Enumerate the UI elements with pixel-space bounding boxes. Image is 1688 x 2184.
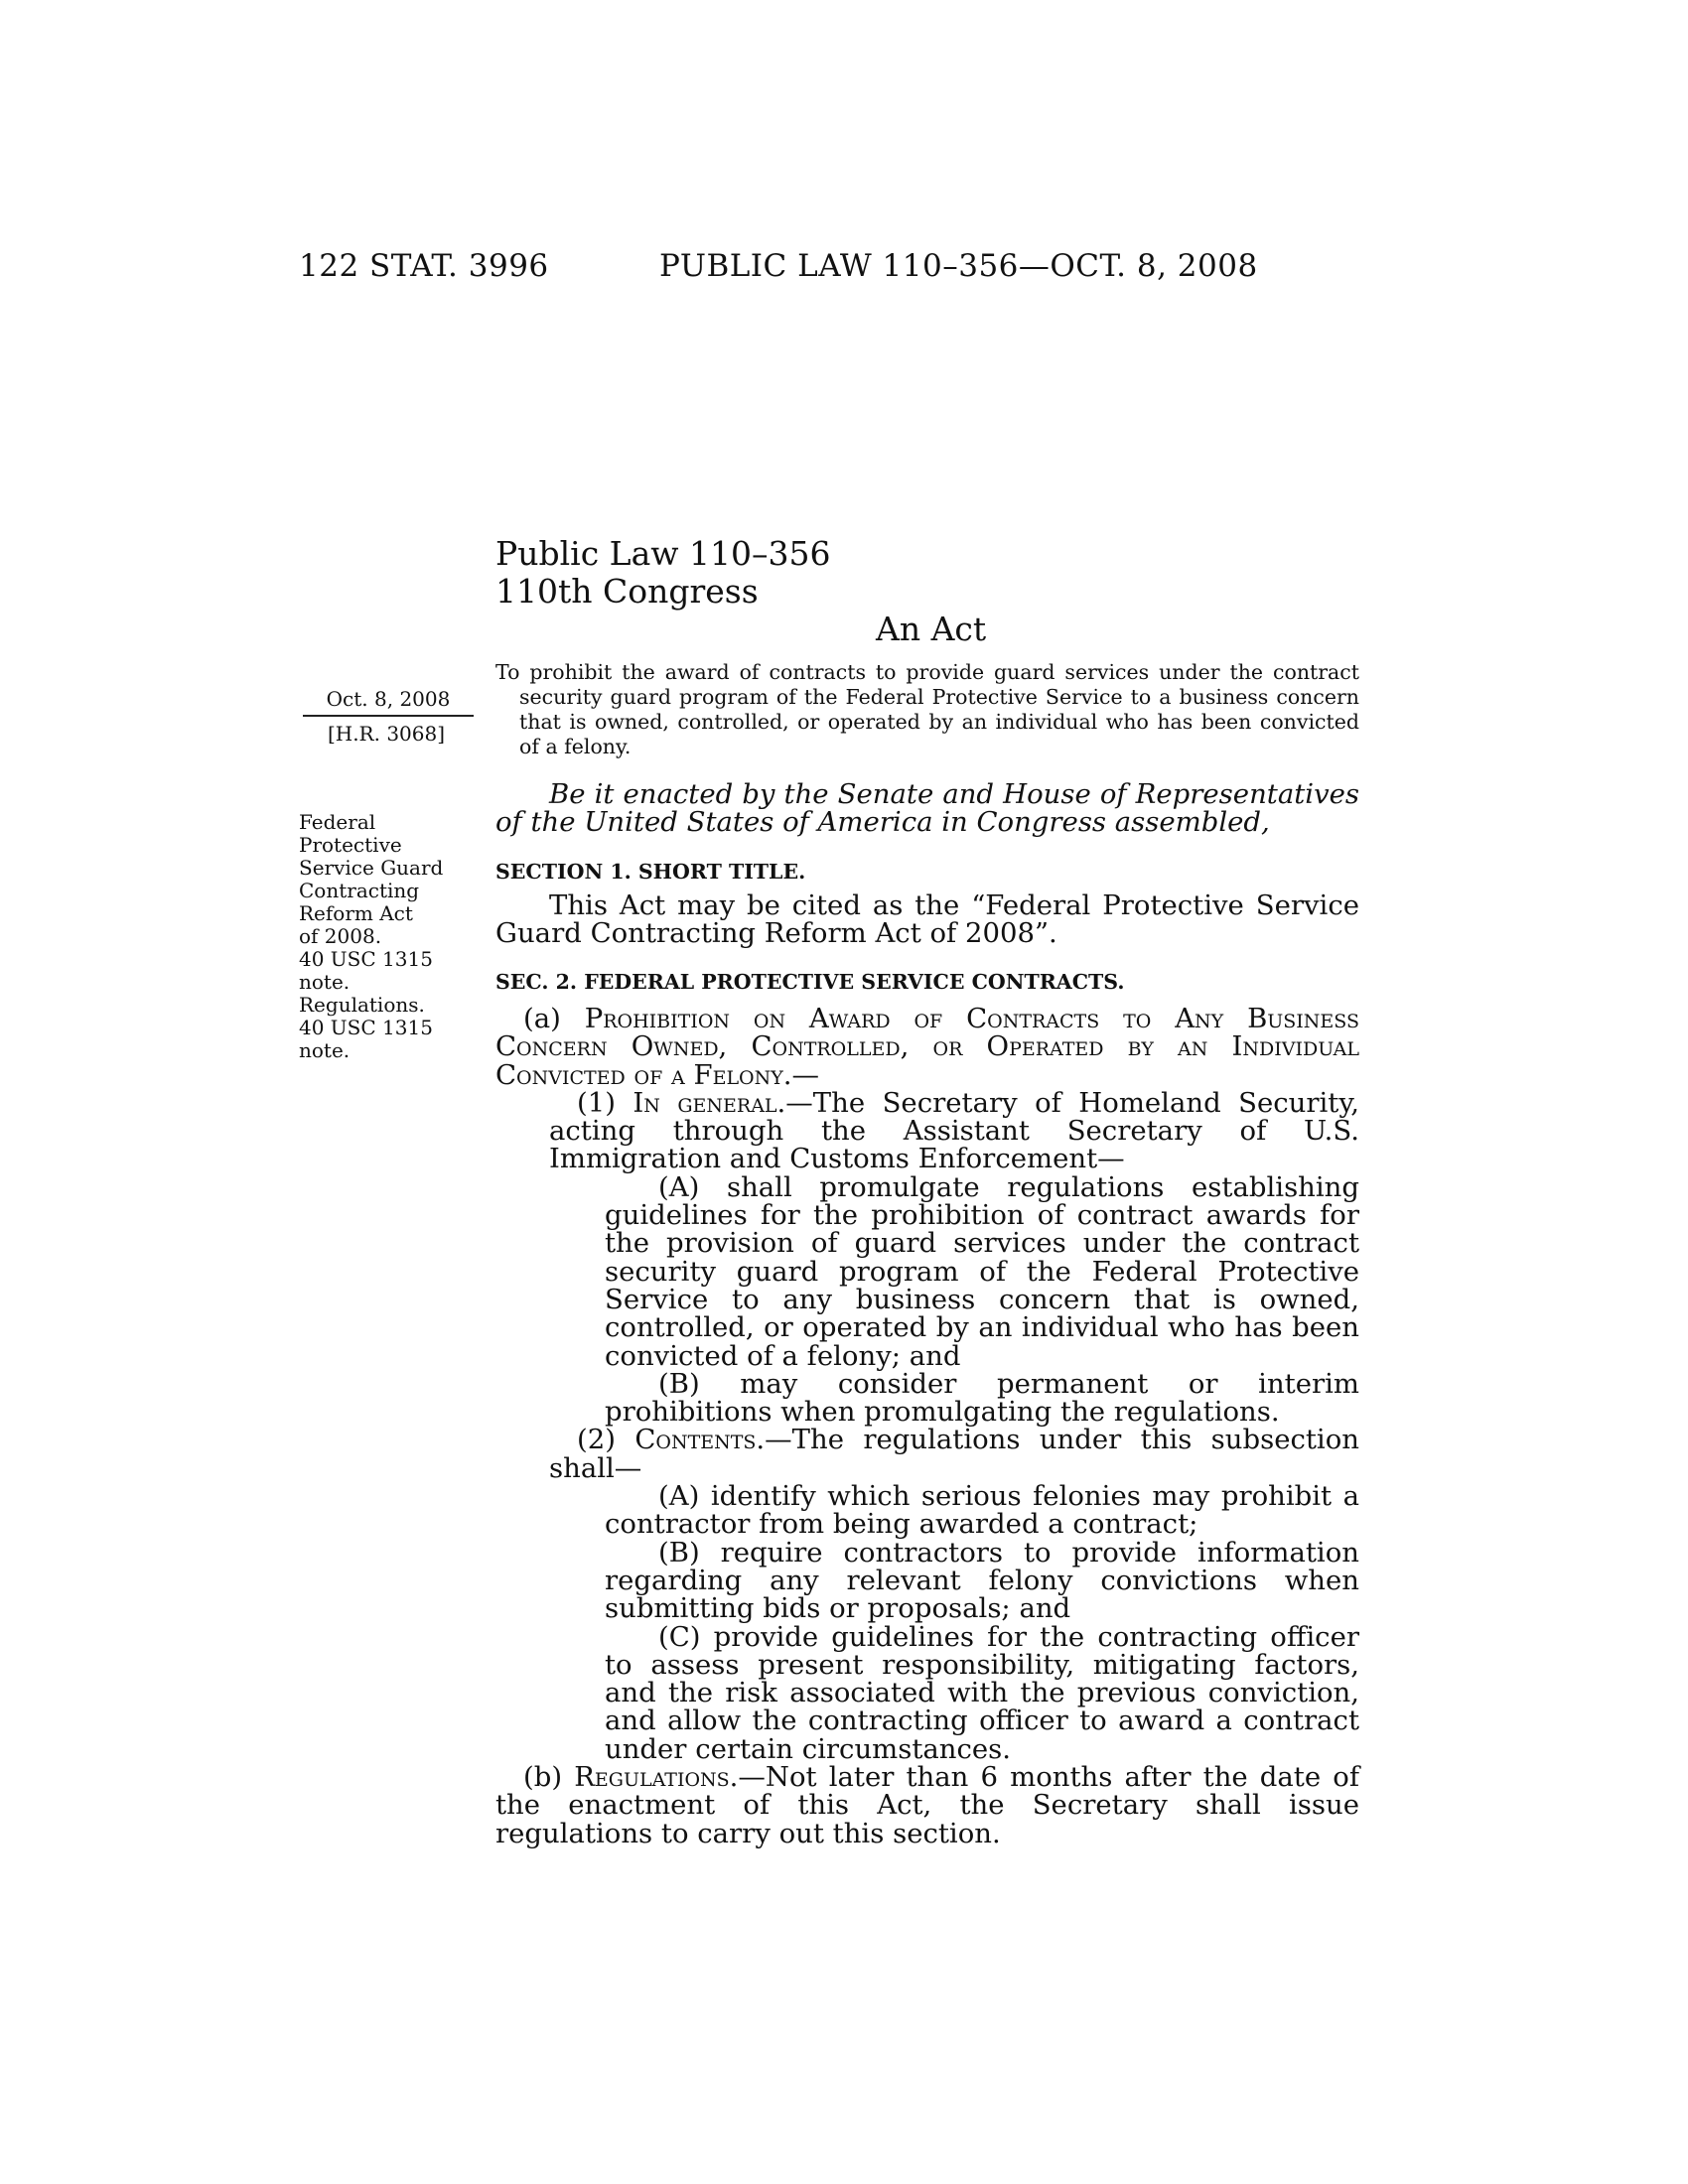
running-title: PUBLIC LAW 110–356—OCT. 8, 2008 [659,248,1258,284]
paragraph-1-text: —The Secretary of Homeland Security, acting through the Assistant Secretary of U.S. Immigration and Customs Enforcement— [549,1086,1359,1175]
long-title-text: To prohibit the award of contracts to provide guard services under the contract security guard program of the Federal Protective Service to a business concern that is owned, controlled, or operated by an individual who has been convicted of a felony. [495,660,1359,758]
margin-date-note [299,688,468,746]
enactment-date: Oct. 8, 2008 [303,688,474,717]
margin-note-line: Service Guard [299,856,444,880]
section-2-body [495,1005,1359,1847]
congress-label: 110th Congress [495,572,759,611]
paragraph-1 [495,1086,1359,1175]
margin-note-line: 40 USC 1315 [299,947,433,971]
bill-number: [H.R. 3068] [327,722,446,746]
subsection-b-text: —Not later than 6 months after the date of the enactment of this Act, the Secretary shall issue regulations to carry out this section. [495,1761,1359,1849]
margin-note-line: note. [299,1038,351,1062]
subsection-a-heading: Prohibition on Award of Contracts to Any Business Concern Owned, Controlled, or Operated by an Individual Convicted of a Felony.— [495,1003,1360,1091]
section-2-heading: SEC. 2. FEDERAL PROTECTIVE SERVICE CONTRACTS. [495,970,1125,994]
paragraph-2-C: (C) provide guidelines for the contracting officer to assess present responsibility, mitigating factors, and the risk associated with the previous conviction, and allow the contracting officer to award a contract under certain circumstances. [605,1620,1359,1765]
stat-page-reference: 122 STAT. 3996 [299,248,549,284]
paragraph-2-B: (B) require contractors to provide information regarding any relevant felony convictions when submitting bids or proposals; and [605,1536,1359,1625]
margin-note-line: Protective [299,833,402,857]
paragraph-1-heading: In general. [633,1086,786,1119]
section-1-heading: SECTION 1. SHORT TITLE. [495,860,806,884]
subsection-b-heading: Regulations. [574,1761,739,1794]
subsection-a [495,1005,1359,1089]
subsection-b [495,1763,1359,1847]
paragraph-1-B: (B) may consider permanent or interim prohibitions when promulgating the regulations. [605,1367,1359,1429]
margin-note-line: Reform Act [299,901,413,925]
subsection-a-label: (a) [523,1003,561,1034]
margin-note-line: Regulations. [299,993,425,1017]
margin-note-line: Federal [299,810,376,834]
margin-note-line: note. [299,970,351,994]
margin-note-line: of 2008. [299,924,382,948]
paragraph-1-label: (1) [577,1086,616,1119]
paragraph-2-text: —The regulations under this subsection shall— [549,1424,1359,1484]
subsection-b-label: (b) [523,1761,563,1794]
margin-note-line: 40 USC 1315 [299,1016,433,1039]
long-title [495,660,1359,759]
paragraph-2-heading: Contents. [634,1424,766,1456]
paragraph-2 [495,1426,1359,1482]
margin-notes [299,811,468,1062]
act-label: An Act [876,610,987,648]
law-number: Public Law 110–356 [495,534,831,573]
margin-note-line: Contracting [299,879,420,902]
section-1-text: This Act may be cited as the “Federal Protective Service Guard Contracting Reform Act of 2008”. [495,889,1359,950]
paragraph-2-A: (A) identify which serious felonies may prohibit a contractor from being awarded a contract; [605,1480,1359,1541]
paragraph-1-A: (A) shall promulgate regulations establishing guidelines for the prohibition of contract awards for the provision of guard services under the contract security guard program of the Federal Protective Service to any business concern that is owned, controlled, or operated by an individual who has been convicted of a felony; and [605,1170,1359,1372]
paragraph-2-label: (2) [577,1424,616,1456]
enacting-clause: Be it enacted by the Senate and House of Representatives of the United States of America in Congress assembled, [495,778,1359,839]
